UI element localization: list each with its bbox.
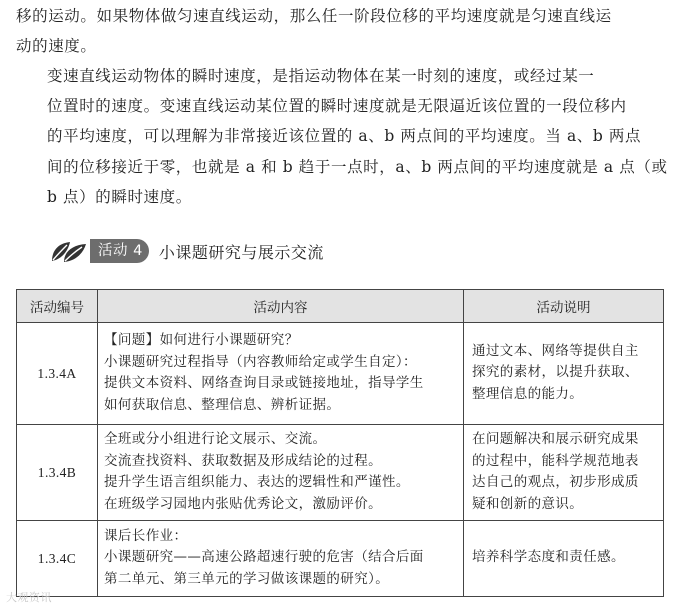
content-line: 如何获取信息、整理信息、辨析证据。 (104, 396, 341, 413)
column-header-code: 活动编号 (17, 290, 98, 323)
content-line: 提供文本资料、网络查询目录或链接地址，指导学生 (104, 375, 424, 391)
content-line: 提升学生语言组织能力、表达的逻辑性和严谨性。 (104, 474, 410, 490)
content-line: 在班级学习园地内张贴优秀论文，激励评价。 (104, 495, 382, 512)
content-line: 全班或分小组进行论文展示、交流。 (104, 431, 327, 447)
paragraph-line: b 点）的瞬时速度。 (47, 187, 192, 206)
note-line: 达自己的观点，初步形成质 (472, 474, 639, 490)
table-row (17, 425, 664, 521)
paragraph-line: 移的运动。如果物体做匀速直线运动，那么任一阶段位移的平均速度就是匀速直线运 (16, 7, 612, 25)
note-line: 培养科学态度和责任感。 (472, 549, 625, 566)
paragraph-line: 间的位移接近于零，也就是 a 和 b 趋于一点时，a、b 两点间的平均速度就是 a 点（或 (47, 157, 668, 176)
section-title: 小课题研究与展示交流 (158, 242, 324, 262)
activity-note (464, 425, 664, 521)
table-row (17, 323, 664, 425)
content-line: 第二单元、第三单元的学习做该课题的研究）。 (104, 570, 390, 587)
table-row (17, 521, 664, 597)
column-header-note: 活动说明 (464, 290, 664, 323)
note-line: 的过程中，能科学规范地表 (472, 452, 639, 469)
paragraph-1 (16, 1, 662, 61)
activity-table (16, 289, 664, 597)
content-line: 交流查找资料、获取数据及形成结论的过程。 (104, 452, 382, 469)
content-line: 小课题研究过程指导（内容教师给定或学生自定）： (104, 353, 417, 370)
watermark: 大观资讯 (6, 591, 52, 604)
table-header-row (17, 290, 664, 323)
activity-code: 1.3.4B (17, 425, 98, 521)
activity-code: 1.3.4A (17, 323, 98, 425)
column-header-content: 活动内容 (98, 290, 464, 323)
note-line: 在问题解决和展示研究成果 (472, 431, 639, 447)
activity-badge: 活动 4 (90, 239, 149, 263)
content-line: 小课题研究——高速公路超速行驶的危害（结合后面 (104, 549, 424, 566)
note-line: 通过文本、网络等提供自主 (472, 342, 639, 359)
activity-content (98, 521, 464, 597)
paragraph-line: 动的速度。 (16, 37, 97, 56)
paragraph-line: 位置时的速度。变速直线运动某位置的瞬时速度就是无限逼近该位置的一段位移内 (47, 97, 627, 116)
activity-note (464, 521, 664, 597)
note-line: 探究的素材，以提升获取、 (472, 364, 639, 381)
note-line: 疑和创新的意识。 (472, 495, 584, 512)
leaf-icon (50, 239, 88, 263)
content-line: 【问题】如何进行小课题研究？ (104, 332, 299, 348)
activity-content (98, 425, 464, 521)
paragraph-line: 的平均速度，可以理解为非常接近该位置的 a、b 两点间的平均速度。当 a、b 两点 (47, 127, 642, 146)
activity-content (98, 323, 464, 425)
paragraph-line: 变速直线运动物体的瞬时速度，是指运动物体在某一时刻的速度，或经过某一 (47, 67, 595, 85)
section-heading (50, 238, 324, 264)
note-line: 整理信息的能力。 (472, 385, 584, 402)
content-line: 课后长作业： (104, 527, 188, 544)
paragraph-2 (16, 61, 668, 212)
activity-code: 1.3.4C (17, 521, 98, 597)
activity-note (464, 323, 664, 425)
